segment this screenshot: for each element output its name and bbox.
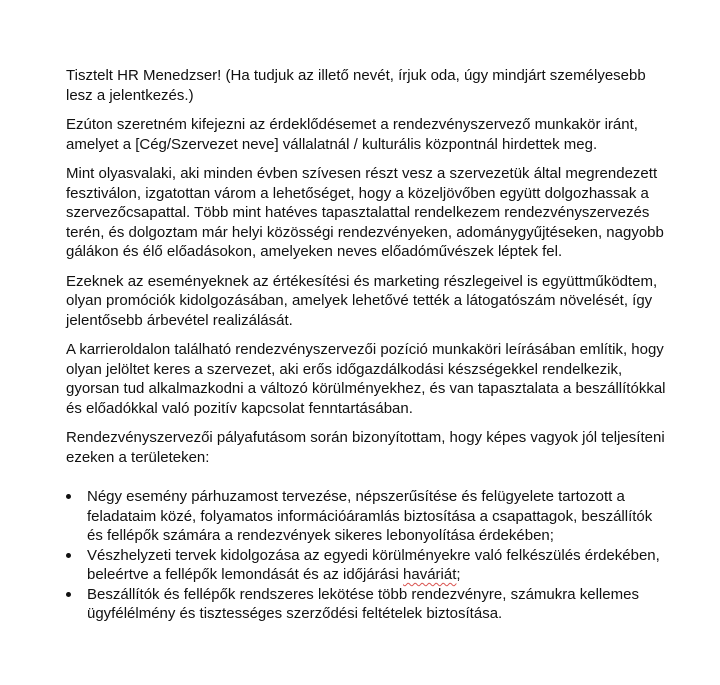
list-item (66, 585, 666, 624)
bullet-icon (66, 592, 71, 597)
list-item-text-end: ; (456, 566, 461, 583)
list-item-text (87, 547, 660, 584)
skills-list (66, 487, 666, 624)
list-item-text-start: Vészhelyzeti tervek kidolgozása az egyedi körülményekre való felkészülés érdekében, beleértve a fellépők lemondását és az időjárási (87, 546, 660, 583)
spellcheck-flagged-word[interactable]: haváriát (403, 566, 457, 583)
list-item (66, 546, 666, 585)
list-item-text: Négy esemény párhuzamost tervezése, népszerűsítése és felügyelete tartozott a feladataim közé, folyamatos információáramlás biztosítása a csapattagok, beszállítók és fellépők számára a rendezvények sikeres lebonyolítása érdekében; (87, 488, 653, 544)
marketing-paragraph: Ezeknek az eseményeknek az értékesítési és marketing részlegeivel is együttműködtem, olyan promóciók kidolgozásában, amelyek lehetővé tették a látogatószám növelését, így jelentősebb árbevétel realizálását. (66, 272, 658, 329)
list-item (66, 487, 666, 546)
intro-paragraph: Ezúton szeretném kifejezni az érdeklődésemet a rendezvényszervező munkakör iránt, amelyet a [Cég/Szervezet neve] vállalatnál / kulturális központnál hirdettek meg. (66, 116, 638, 153)
greeting-paragraph: Tisztelt HR Menedzser! (Ha tudjuk az illető nevét, írjuk oda, úgy mindjárt személyesebb lesz a jelentkezés.) (66, 67, 646, 104)
bullet-icon (66, 494, 71, 499)
skills-intro-paragraph: Rendezvényszervezői pályafutásom során bizonyítottam, hogy képes vagyok jól teljesíteni ezeken a területeken: (66, 429, 665, 466)
job-description-paragraph: A karrieroldalon található rendezvényszervezői pozíció munkaköri leírásában említik, hogy olyan jelöltet keres a szervezet, aki erős időgazdálkodási készségekkel rendelkezik, gyorsan tud alkalmazkodni a változó körülményekhez, és van tapasztalata a beszállítókkal és előadókkal való pozitív kapcsolat fenntartásában. (66, 341, 666, 417)
list-item-text: Beszállítók és fellépők rendszeres lekötése több rendezvényre, számukra kellemes ügyfélélmény és tisztességes szerződési feltételek biztosítása. (87, 585, 639, 622)
experience-paragraph: Mint olyasvalaki, aki minden évben szívesen részt vesz a szervezetük által megrendezett fesztiválon, izgatottan várom a lehetőséget, hogy a közeljövőben együtt dolgozhassak a szervezőcsapattal. Több mint hatéves tapasztalattal rendelkezem rendezvényszervezés terén, és dolgoztam már helyi közösségi rendezvényeken, adománygyűjtéseken, nagyobb gálákon és élő előadásokon, amelyeken neves előadóművészek léptek fel. (66, 165, 664, 260)
bullet-icon (66, 553, 71, 558)
letter-body (66, 66, 666, 624)
